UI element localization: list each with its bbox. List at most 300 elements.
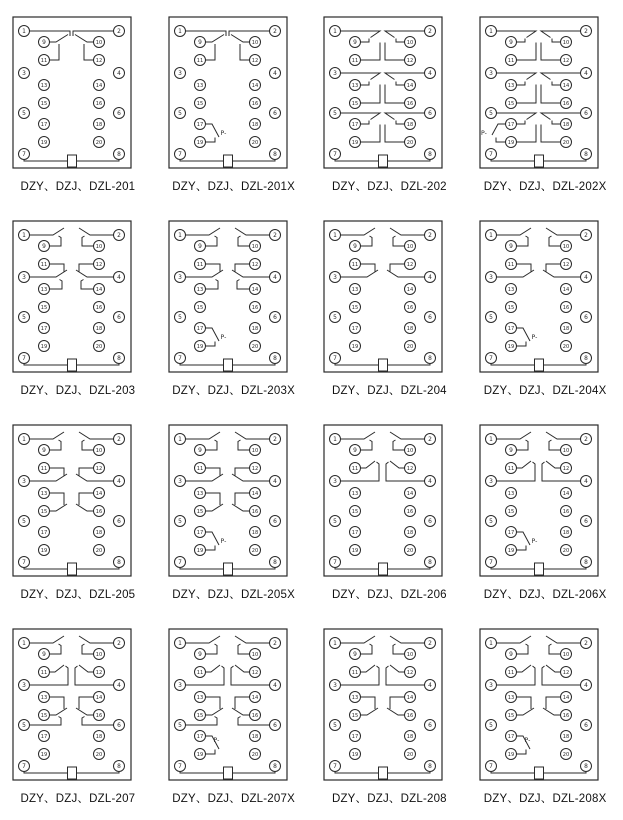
coil-lead-right [388,568,431,570]
contact-line [549,644,561,654]
terminal-number: 15 [40,305,48,312]
contact-line [79,636,114,643]
terminal-number: 1 [489,233,493,240]
terminal-number: 17 [352,530,359,537]
contact-line [205,35,224,43]
coil-lead-right [232,364,275,366]
contact-line [232,708,250,715]
diagram-label: DZY、DZJ、DZL-201 [20,181,136,193]
coil-lead-left [180,160,224,162]
relay-diagram-cell-207 [0,616,156,820]
terminal-number: 9 [42,652,46,659]
contact-line [49,708,67,715]
terminal-number: 13 [352,695,359,702]
contact-line [237,280,250,290]
contact-line [232,270,270,277]
signal-contact-line [205,138,215,143]
terminal-number: 8 [428,152,433,159]
contact-line [185,270,223,277]
contact-line [497,113,537,120]
terminal-number: 18 [562,530,570,537]
terminal-number: 20 [251,752,258,759]
terminal-number: 4 [428,71,433,78]
terminal-number: 1 [22,437,26,444]
terminal-number: 8 [428,764,433,771]
terminal-number: 18 [251,122,258,129]
terminal-number: 6 [584,111,588,118]
terminal-number: 1 [22,641,26,648]
terminal-number: 19 [40,548,48,555]
terminal-number: 7 [333,764,338,771]
contact-line [517,39,526,43]
socket-outline [324,221,442,372]
terminal-number: 3 [333,71,338,78]
relay-diagram-cell-204 [312,208,468,412]
terminal-number: 19 [352,548,359,555]
terminal-number: 4 [272,683,277,690]
terminal-number: 13 [352,83,359,90]
contact-line [497,636,532,643]
terminal-number: 14 [251,695,258,702]
terminal-number: 20 [407,752,414,759]
coil-lead-right [544,160,587,162]
terminal-number: 7 [333,560,338,567]
coil-symbol [535,359,544,371]
terminal-number: 14 [95,695,103,702]
socket-outline [169,221,287,372]
coil-lead-right [388,772,431,774]
contact-line [517,125,537,143]
contact-line [79,228,114,235]
contact-line [341,228,376,235]
contact-line [29,474,67,481]
terminal-number: 5 [22,519,26,526]
terminal-number: 18 [562,734,570,741]
contact-line [205,280,218,290]
contact-line [205,493,220,505]
terminal-number: 9 [197,448,202,455]
terminal-number: 10 [407,448,414,455]
terminal-number: 14 [251,287,258,294]
terminal-number: 4 [584,275,588,282]
terminal-number: 15 [196,713,203,720]
terminal-number: 18 [95,530,103,537]
terminal-number: 10 [407,652,414,659]
terminal-number: 7 [333,152,338,159]
coil-symbol [223,155,232,167]
contact-line [361,440,373,450]
terminal-number: 10 [95,40,103,47]
contact-line [49,44,59,60]
coil-lead-left [335,364,379,366]
terminal-number: 15 [196,101,203,108]
terminal-number: 2 [428,233,433,240]
terminal-number: 11 [352,670,359,677]
relay-diagram-cell-207x [156,616,312,820]
socket-outline [13,17,131,168]
terminal-number: 2 [272,641,277,648]
terminal-number: 9 [509,40,513,47]
coil-lead-left [335,160,379,162]
terminal-number: 19 [507,548,515,555]
terminal-number: 13 [196,491,203,498]
terminal-number: 3 [489,683,493,690]
relay-socket-schematic [314,412,464,584]
terminal-number: 4 [272,479,277,486]
contact-line [341,432,376,439]
terminal-number: 13 [352,287,359,294]
terminal-number: 3 [22,275,26,282]
terminal-number: 3 [177,683,182,690]
terminal-number: 5 [177,315,182,322]
contact-line [393,644,405,654]
contact-line [385,85,405,104]
terminal-number: 2 [584,641,588,648]
contact-line [341,31,381,38]
contact-line [543,708,561,715]
contact-line [552,39,561,43]
terminal-number: 17 [40,122,48,129]
terminal-number: 7 [489,152,493,159]
terminal-number: 9 [353,448,358,455]
terminal-number: 17 [196,122,203,129]
diagram-label: DZY、DZJ、DZL-203X [172,385,295,397]
coil-lead-right [388,160,431,162]
diagram-label: DZY、DZJ、DZL-207X [172,793,295,805]
terminal-number: 17 [507,326,515,333]
socket-outline [13,221,131,372]
coil-lead-left [180,772,224,774]
relay-socket-schematic [314,4,464,176]
terminal-number: 20 [251,548,258,555]
contact-line [76,708,94,715]
contact-line [385,73,425,80]
terminal-number: 8 [272,152,277,159]
diagram-label: DZY、DZJ、DZL-207 [20,793,136,805]
contact-line [552,82,561,86]
terminal-number: 12 [407,466,414,473]
contact-line [49,440,61,450]
terminal-number: 3 [177,275,182,282]
terminal-number: 7 [177,764,182,771]
coil-lead-left [180,364,224,366]
terminal-number: 3 [177,479,182,486]
terminal-number: 12 [251,670,258,677]
contact-line [341,270,379,277]
terminal-number: 5 [177,723,182,730]
terminal-number: 15 [352,305,359,312]
terminal-number: 8 [428,560,433,567]
terminal-number: 14 [251,491,258,498]
terminal-number: 14 [407,695,414,702]
terminal-number: 14 [95,287,103,294]
diagram-label: DZY、DZJ、DZL-202X [483,181,607,193]
terminal-number: 4 [584,71,588,78]
relay-socket-schematic [159,412,309,584]
contact-line [497,31,537,38]
coil-symbol [379,155,388,167]
terminal-number: 18 [407,734,414,741]
terminal-number: 5 [333,723,338,730]
contact-line [517,236,529,246]
terminal-number: 19 [196,140,203,147]
terminal-number: 10 [95,652,103,659]
terminal-number: 16 [95,509,103,516]
terminal-number: 4 [428,683,433,690]
signal-contact-label: P- [220,538,226,545]
diagram-label: DZY、DZJ、DZL-204 [331,385,447,397]
terminal-number: 4 [584,479,588,486]
terminal-number: 19 [507,140,515,147]
signal-contact-line [517,328,531,341]
terminal-number: 10 [251,652,258,659]
contact-line [79,432,114,439]
terminal-number: 10 [562,652,570,659]
terminal-number: 2 [272,437,277,444]
relay-socket-schematic [159,208,309,380]
contact-line [517,708,535,715]
terminal-number: 12 [562,262,570,269]
terminal-number: 11 [507,670,515,677]
terminal-number: 7 [489,560,493,567]
terminal-number: 6 [117,111,121,118]
coil-lead-right [76,364,119,366]
relay-socket-schematic [3,616,153,788]
terminal-number: 7 [177,356,182,363]
terminal-number: 4 [428,275,433,282]
coil-symbol [67,563,76,575]
terminal-number: 19 [507,344,515,351]
terminal-number: 7 [22,764,26,771]
terminal-number: 2 [272,233,277,240]
terminal-number: 15 [40,101,48,108]
signal-contact-label: P- [531,334,538,341]
contact-line [185,432,220,439]
coil-symbol [67,155,76,167]
terminal-number: 9 [42,40,46,47]
contact-line [396,39,405,43]
contact-line [205,236,217,246]
terminal-number: 12 [251,262,258,269]
terminal-number: 5 [333,519,338,526]
terminal-number: 14 [562,695,570,702]
terminal-number: 3 [333,683,338,690]
contact-line [235,493,250,505]
relay-diagram-cell-206 [312,412,468,616]
terminal-number: 20 [251,140,258,147]
diagram-label: DZY、DZJ、DZL-205 [20,589,136,601]
signal-contact-label: P- [531,538,538,545]
terminal-number: 16 [407,305,414,312]
contact-line [341,113,381,120]
contact-line [385,125,405,143]
signal-contact-label: P- [220,334,226,341]
contact-line [49,35,68,43]
terminal-number: 11 [40,262,48,269]
coil-symbol [535,767,544,779]
terminal-number: 19 [352,344,359,351]
contact-line [235,432,270,439]
contact-line [49,493,64,505]
coil-symbol [223,563,232,575]
terminal-number: 5 [22,111,26,118]
terminal-number: 17 [507,122,515,129]
contact-line [541,125,561,143]
contact-line [76,474,114,481]
terminal-number: 9 [197,40,202,47]
contact-line [235,636,270,643]
contact-line [82,644,94,654]
contact-line [205,468,220,476]
contact-line [546,228,581,235]
terminal-number: 2 [117,233,121,240]
terminal-number: 1 [333,233,338,240]
terminal-number: 16 [407,101,414,108]
terminal-number: 11 [352,58,359,65]
terminal-number: 4 [117,71,121,78]
terminal-number: 9 [509,244,513,251]
contact-line [517,461,532,468]
terminal-number: 14 [562,83,570,90]
contact-line [185,474,223,481]
terminal-number: 17 [352,326,359,333]
contact-line [231,35,250,43]
coil-lead-right [544,772,587,774]
contact-line [387,270,425,277]
contact-line [49,504,67,511]
contact-line [497,270,535,277]
terminal-number: 19 [40,344,48,351]
signal-contact-label: P- [220,130,226,137]
terminal-number: 10 [562,448,570,455]
relay-diagram-cell-206x [467,412,623,616]
terminal-number: 14 [95,83,103,90]
contact-line [361,82,370,86]
signal-contact-label: P- [213,737,219,744]
terminal-number: 5 [22,723,26,730]
terminal-number: 17 [507,734,515,741]
terminal-number: 8 [117,152,121,159]
terminal-number: 20 [407,140,414,147]
diagram-label: DZY、DZJ、DZL-208 [331,793,447,805]
contact-line [49,236,61,246]
terminal-number: 20 [562,752,570,759]
terminal-number: 5 [22,315,26,322]
relay-socket-schematic [314,208,464,380]
terminal-number: 2 [584,29,588,36]
terminal-number: 5 [489,111,493,118]
relay-socket-schematic [470,616,620,788]
terminal-number: 18 [562,326,570,333]
signal-contact-line [517,532,531,545]
terminal-number: 11 [196,670,203,677]
contact-line [29,270,67,277]
terminal-number: 16 [251,101,258,108]
relay-diagram-cell-204x [467,208,623,412]
contact-line [341,636,376,643]
terminal-number: 5 [489,315,493,322]
coil-lead-left [491,364,535,366]
terminal-number: 15 [352,713,359,720]
contact-line [546,461,561,468]
terminal-number: 10 [95,448,103,455]
coil-lead-right [232,568,275,570]
terminal-number: 10 [251,244,258,251]
contact-line [390,432,425,439]
terminal-number: 16 [562,509,570,516]
relay-socket-schematic [470,412,620,584]
contact-line [79,468,94,476]
terminal-number: 8 [117,560,121,567]
contact-line [235,264,250,272]
terminal-number: 4 [117,275,121,282]
socket-outline [169,425,287,576]
contact-line [49,665,64,672]
relay-socket-schematic [3,208,153,380]
terminal-number: 1 [177,641,182,648]
contact-line [49,644,61,654]
socket-outline [169,17,287,168]
relay-socket-schematic [470,208,620,380]
terminal-number: 11 [40,466,48,473]
terminal-number: 20 [407,344,414,351]
relay-diagram-cell-203x [156,208,312,412]
contact-line [385,31,425,38]
diagram-label: DZY、DZJ、DZL-206 [331,589,447,601]
terminal-number: 9 [509,652,513,659]
terminal-number: 15 [40,713,48,720]
signal-contact-line [205,342,215,347]
contact-line [76,504,94,511]
relay-socket-schematic [3,4,153,176]
terminal-number: 6 [272,111,277,118]
contact-line [205,44,215,60]
terminal-number: 12 [407,262,414,269]
contact-line [235,468,250,476]
relay-diagram-cell-201x [156,4,312,208]
diagram-label: DZY、DZJ、DZL-204X [483,385,607,397]
terminal-number: 19 [40,752,48,759]
coil-symbol [67,767,76,779]
terminal-number: 9 [197,652,202,659]
terminal-number: 20 [95,548,103,555]
terminal-number: 11 [40,670,48,677]
contact-line [185,31,226,36]
terminal-number: 17 [196,530,203,537]
terminal-number: 18 [407,326,414,333]
contact-line [29,636,64,643]
contact-line [390,697,405,709]
terminal-number: 2 [428,437,433,444]
terminal-number: 8 [117,356,121,363]
contact-line [546,264,561,272]
terminal-number: 6 [428,111,433,118]
diagram-label: DZY、DZJ、DZL-205X [172,589,295,601]
contact-line [361,125,381,143]
terminal-number: 6 [428,723,433,730]
terminal-number: 13 [196,695,203,702]
contact-line [73,31,114,36]
terminal-number: 13 [196,83,203,90]
terminal-number: 12 [95,466,103,473]
socket-outline [480,17,598,168]
contact-line [396,121,405,125]
contact-line [229,31,270,36]
terminal-number: 1 [22,233,26,240]
terminal-number: 3 [489,479,493,486]
terminal-number: 15 [352,509,359,516]
contact-line [84,44,94,60]
